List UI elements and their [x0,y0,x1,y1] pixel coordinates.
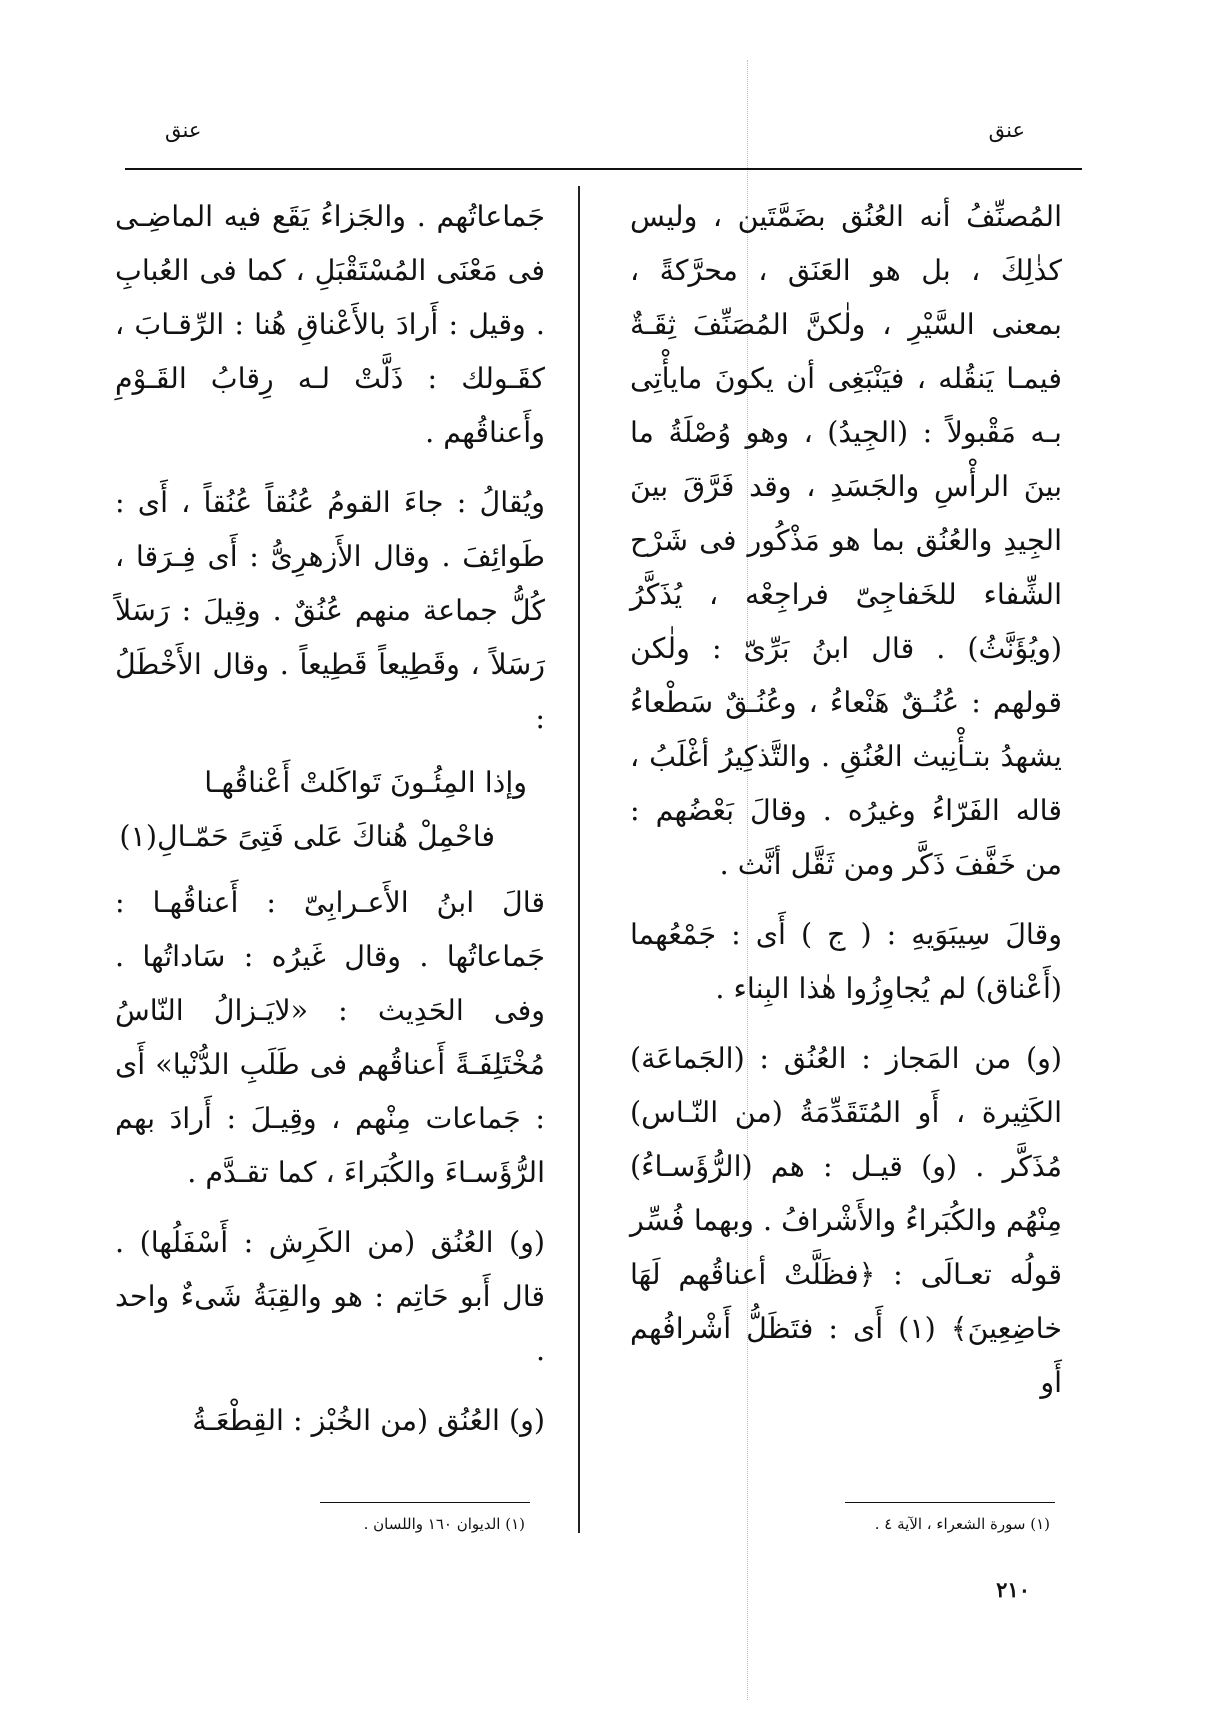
running-header-left: عنق [165,118,202,142]
footnote-left: (١) الديوان ١٦٠ واللسان . [363,1515,525,1533]
paragraph: (و) العُنُق (من الخُبْز : القِطْعَـةُ [192,1404,545,1437]
paragraph: ويُقالُ : جاءَ القومُ عُنُقاً عُنُقاً ، أَى : طَوائِفَ . وقال الأَزهرِىُّ : أَى فِـرَقا ، كُلُّ جماعة منهم عُنُقٌ . وقِيلَ : رَسَلاً رَسَلاً ، وقَطِيعاً قَطِيعاً . وقال الأَخْطَلُ : [115,486,545,735]
page-number: ٢١٠ [996,1577,1030,1602]
column-divider [578,186,580,1533]
running-header-right: عنق [988,118,1025,142]
paragraph: المُصنِّفُ أنه العُنُق بضَمَّتَين ، وليس كذٰلِكَ ، بل هو العَنَق ، محرَّكةً ، بمعنى السَّيْرِ ، ولٰكنَّ المُصَنِّفَ ثِقَـةٌ فيمـا يَنقُله ، فيَنْبَغِى أن يكونَ مايأْتِى بـه مَقْبولاً : (الجِيدُ) ، وهو وُصْلَةُ ما بينَ الرأْسِ والجَسَدِ ، وقد فَرَّقَ بينَ الجِيدِ والعُنُق بما هو مَذْكُور فى شَرْح الشِّفاء للخَفاجِىّ فراجِعْه ، يُذَكَّرُ (ويُؤَنَّثُ) . قال ابنُ بَرِّىّ : ولٰكن قولهم : عُنُـقٌ هَنْعاءُ ، وعُنُـقٌ سَطْعاءُ يشهدُ بتـأْنِيث العُنُقِ . والتَّذكِيرُ أغْلَبُ ، قاله الفَرّاءُ وغيرُه . وقالَ بَعْضُهم : من خَفَّفَ ذَكَّر ومن ثَقَّل أنَّث . [630,200,1062,881]
verse-line: وإذا المِئُـونَ تَواكَلتْ أَعْناقُهـا [204,766,527,799]
footnote-rule-left [320,1502,530,1503]
footnote-right: (١) سورة الشعراء ، الآية ٤ . [874,1515,1050,1533]
paragraph: وقالَ سِيبَوَيهِ : ( ج ) أَى : جَمْعُهما (أَعْناق) لم يُجاوِزُوا هٰذا البِناء . [630,918,1062,1005]
paragraph: (و) من المَجاز : العُنُق : (الجَماعَة) الكَثِيرة ، أَو المُتَقَدِّمَةُ (من النّـاس) مُذَكَّر . (و) قيـل : هم (الرُّؤَسـاءُ) مِنْهُم والكُبَراءُ والأَشْرافُ . وبهما فُسِّر قولُه تعـالَى : ﴿فظَلَّتْ أعناقُهم لَهَا خاضِعِينَ﴾ (١) أَى : فتَظَلُّ أَشْرافُهم أَو [630,1042,1062,1399]
right-column [630,190,1062,1426]
left-column [115,190,545,1464]
paragraph: (و) العُنُق (من الكَرِش : أَسْفَلُها) . قال أَبو حَاتِم : هو والقِبَةُ شَىءٌ واحد . [115,1226,545,1367]
paragraph: قالَ ابنُ الأَعـرابِىّ : أَعناقُهـا : جَماعاتُها . وقال غَيرُه : سَاداتُها . وفى الحَدِيث : «لايَـزالُ النّاسُ مُخْتَلِفَـةً أَعناقُهم فى طَلَبِ الدُّنْيا» أَى : جَماعات مِنْهم ، وقِيـلَ : أَرادَ بهم الرُّؤَسـاءَ والكُبَراءَ ، كما تقـدَّم . [115,886,545,1189]
header-rule [125,168,1082,170]
paragraph: جَماعاتُهم . والجَزاءُ يَقَع فيه الماضِـى فى مَعْنَى المُسْتَقْبَلِ ، كما فى العُبابِ . وقيل : أَرادَ بالأَعْناقِ هُنا : الرِّقـابَ ، كقَـولك : ذَلَّتْ لـه رِقابُ القَـوْمِ وأَعناقُهم . [115,200,545,449]
footnote-rule-right [845,1502,1055,1503]
verse-line: فاحْمِلْ هُناكَ عَلى فَتِىً حَمّـالِ(١) [119,820,495,853]
